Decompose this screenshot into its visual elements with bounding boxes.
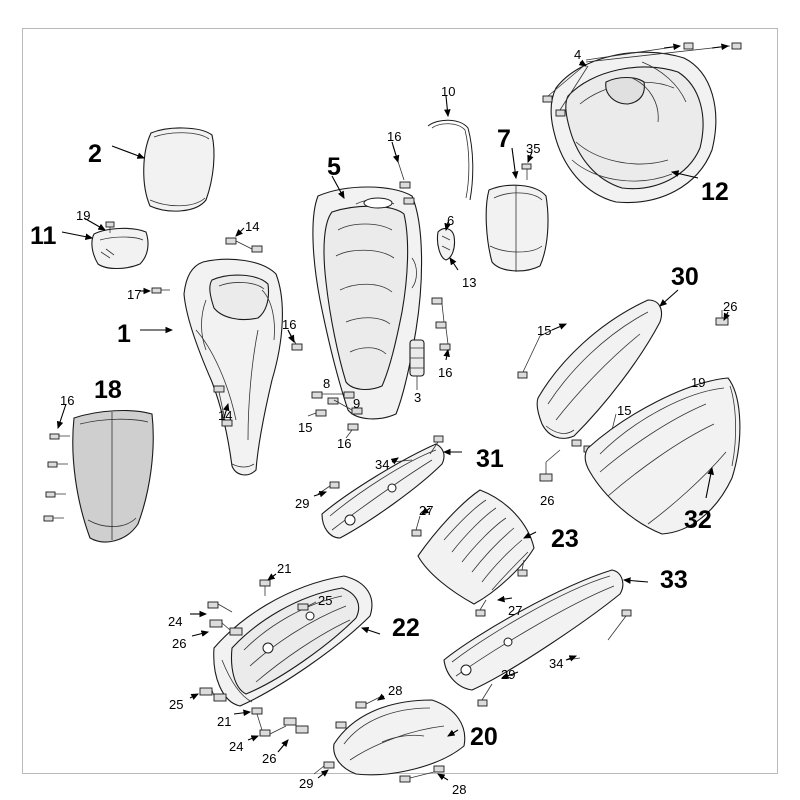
callout-29-a: 29 (295, 496, 310, 511)
callout-16-a: 16 (387, 129, 402, 144)
callout-12: 12 (701, 178, 729, 206)
fastener-16-group-left (44, 434, 70, 521)
callout-30: 30 (671, 263, 699, 291)
fastener-29-right (478, 684, 492, 706)
callout-34-a: 34 (375, 457, 390, 472)
callout-2: 2 (88, 140, 102, 168)
callout-23: 23 (551, 525, 579, 553)
fastener-26-30 (540, 450, 560, 481)
callout-28-a: 28 (388, 683, 403, 698)
part-2-shape (144, 128, 214, 211)
part-7-shape (486, 185, 548, 272)
fastener-14a (226, 238, 262, 252)
callout-13: 13 (462, 275, 477, 290)
callout-34-b: 34 (549, 656, 564, 671)
callout-16-d: 16 (60, 393, 75, 408)
callout-28-b: 28 (452, 782, 467, 797)
part-1-shape (184, 259, 282, 475)
callout-16-c: 16 (438, 365, 453, 380)
fastener-27-top (412, 516, 421, 536)
fastener-21-top (260, 580, 270, 596)
part-11-shape (92, 228, 148, 268)
callout-18: 18 (94, 376, 122, 404)
part-10-shape (428, 120, 473, 200)
callout-22: 22 (392, 614, 420, 642)
callout-19-a: 19 (76, 208, 91, 223)
fastener-17 (152, 288, 170, 293)
callout-7: 7 (497, 125, 511, 153)
callout-29-c: 29 (501, 667, 516, 682)
callout-29-b: 29 (299, 776, 314, 791)
callout-6: 6 (447, 213, 455, 228)
fastener-15-left (308, 410, 326, 416)
part-12-shape (551, 52, 716, 202)
callout-16-b: 16 (282, 317, 297, 332)
fastener-24-26-left (208, 602, 242, 635)
callout-16-e: 16 (337, 436, 352, 451)
part-18-shape (73, 411, 153, 542)
callout-9: 9 (353, 396, 361, 411)
callout-32: 32 (684, 506, 712, 534)
fastener-35 (522, 164, 531, 180)
fastener-21-24-26-bottom (252, 708, 308, 736)
fastener-29-bottom (314, 762, 334, 774)
callout-33: 33 (660, 566, 688, 594)
callout-25-b: 25 (169, 697, 184, 712)
fastener-29-left (318, 482, 339, 494)
callout-15-a: 15 (537, 323, 552, 338)
callout-27-a: 27 (419, 503, 434, 518)
callout-26-b: 26 (540, 493, 555, 508)
callout-26-d: 26 (262, 751, 277, 766)
callout-26-a: 26 (723, 299, 738, 314)
callout-31: 31 (476, 445, 504, 473)
callout-15-c: 15 (617, 403, 632, 418)
callout-8: 8 (323, 376, 331, 391)
callout-25-a: 25 (318, 593, 333, 608)
part-23-shape (418, 490, 534, 604)
callout-11: 11 (30, 222, 57, 250)
callout-10: 10 (441, 84, 456, 99)
callout-4: 4 (574, 47, 582, 62)
callout-35: 35 (526, 141, 541, 156)
callout-15-b: 15 (298, 420, 313, 435)
callout-3: 3 (414, 390, 422, 405)
part-3-shape (410, 340, 424, 390)
callout-21-b: 21 (217, 714, 232, 729)
callout-26-c: 26 (172, 636, 187, 651)
callout-20: 20 (470, 723, 498, 751)
fastener-16-right (432, 298, 450, 350)
callout-17: 17 (127, 287, 142, 302)
part-6-shape (437, 229, 454, 260)
callout-14-b: 14 (218, 408, 233, 423)
callout-5: 5 (327, 153, 341, 181)
callout-19-b: 19 (691, 375, 706, 390)
callout-27-b: 27 (508, 603, 523, 618)
callout-14-a: 14 (245, 219, 260, 234)
part-22-shape (214, 576, 372, 706)
callout-24-a: 24 (168, 614, 183, 629)
part-20-shape (334, 700, 465, 775)
callout-1: 1 (117, 320, 131, 348)
callout-21-a: 21 (277, 561, 292, 576)
part-32-shape (585, 375, 740, 534)
callout-24-b: 24 (229, 739, 244, 754)
